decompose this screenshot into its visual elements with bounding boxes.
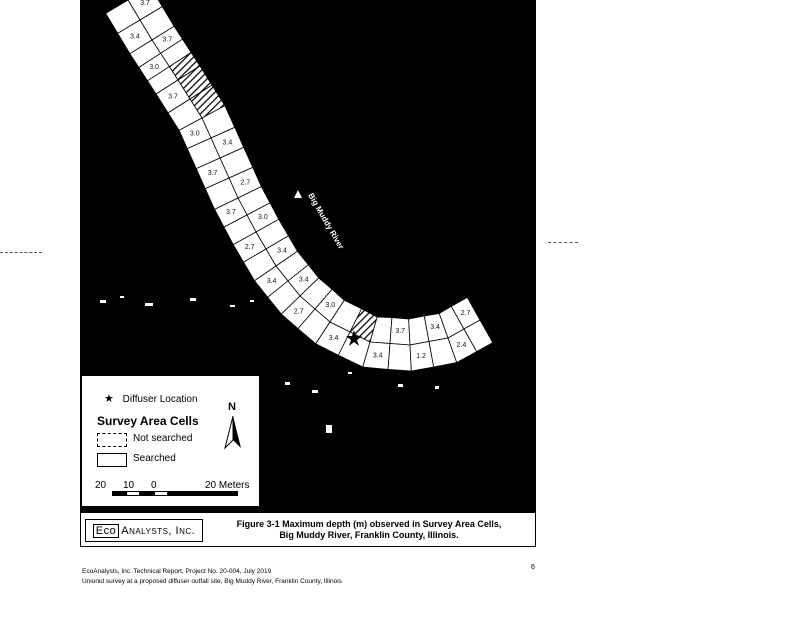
diffuser-label: Diffuser Location — [122, 394, 198, 405]
footer-survey-line: Unionid survey at a proposed diffuser outfall site, Big Muddy River, Franklin County, Illinois — [82, 578, 342, 585]
north-arrow-icon — [223, 416, 243, 450]
cell-depth-label: 2.7 — [240, 179, 251, 187]
cell-depth-label: 3.7 — [207, 170, 218, 178]
margin-mark-right — [548, 242, 578, 243]
figure-caption-box — [80, 512, 536, 547]
legend-title: Survey Area Cells — [97, 414, 199, 428]
page-number: 6 — [531, 564, 535, 571]
scale-label-10: 10 — [123, 480, 135, 491]
cell-depth-label: 3.7 — [162, 36, 173, 44]
cell-depth-label: 1.2 — [416, 352, 426, 360]
cell-depth-label: 3.4 — [222, 139, 233, 147]
cell-depth-label: 3.4 — [130, 33, 140, 41]
figure-caption — [205, 519, 533, 541]
cell-depth-label: 3.4 — [277, 247, 287, 255]
footer-report-line: EcoAnalysts, Inc. Technical Report, Project No. 20-004, July 2019 — [82, 568, 272, 575]
cell-depth-label: 3.4 — [298, 276, 309, 284]
diffuser-legend-row — [104, 392, 198, 405]
logo-eco: Eco — [93, 524, 119, 538]
cell-depth-label: 2.7 — [293, 308, 304, 316]
cell-depth-label: 3.0 — [258, 214, 268, 222]
cell-depth-label: 3.4 — [266, 278, 277, 286]
figure-caption-line1: Figure 3-1 Maximum depth (m) observed in Survey Area Cells, — [236, 519, 502, 529]
searched-label: Searched — [133, 453, 176, 464]
figure-caption-line2: Big Muddy River, Franklin County, Illinois. — [279, 530, 459, 540]
scale-label-0: 0 — [151, 480, 157, 491]
river-label: Big Muddy River — [306, 191, 346, 251]
scale-bar — [112, 491, 242, 496]
scale-label-meters: 20 Meters — [205, 480, 250, 491]
cell-depth-label: 3.7 — [226, 209, 236, 217]
cell-depth-label: 2.7 — [244, 243, 255, 251]
ecoanalysts-logo — [85, 519, 203, 542]
north-label: N — [228, 401, 236, 413]
cell-depth-label: 3.4 — [328, 335, 339, 343]
cell-depth-label: 3.7 — [168, 93, 178, 101]
star-icon: ★ — [104, 393, 114, 405]
cell-depth-label: 2.4 — [456, 342, 467, 350]
searched-swatch — [97, 453, 127, 467]
cell-searched — [388, 344, 411, 371]
page-footer — [82, 567, 342, 587]
cell-depth-label: 3.4 — [430, 324, 440, 332]
cell-depth-label: 3.0 — [189, 130, 200, 138]
cell-depth-label: 3.0 — [325, 302, 336, 310]
not-searched-swatch — [97, 433, 127, 447]
cell-depth-label: 3.0 — [149, 63, 159, 71]
river-arrow-icon — [294, 190, 302, 198]
margin-mark-left — [0, 252, 42, 253]
cell-depth-label: 3.7 — [395, 328, 406, 336]
cell-depth-label: 3.4 — [372, 352, 383, 360]
logo-analysts: Analysts, Inc. — [121, 524, 196, 537]
scale-label-20: 20 — [95, 480, 107, 491]
not-searched-label: Not searched — [133, 433, 193, 444]
cell-depth-label: 3.7 — [140, 0, 150, 8]
map-legend — [81, 375, 260, 507]
cell-depth-label: 2.7 — [460, 310, 471, 318]
